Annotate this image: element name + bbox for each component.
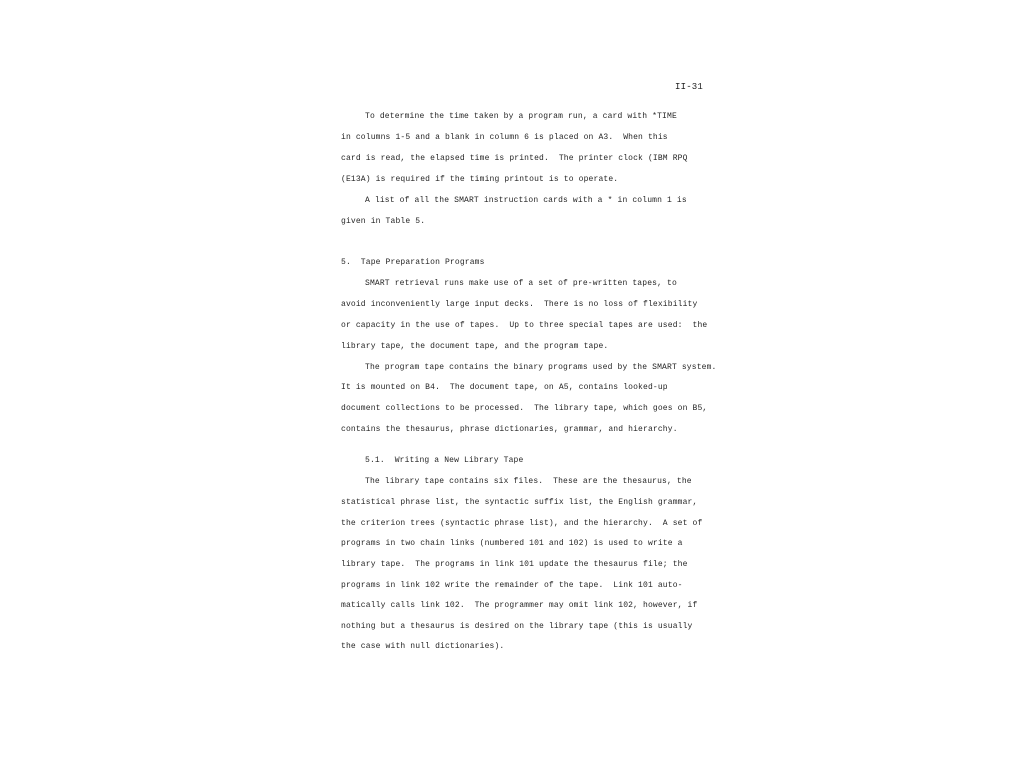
text-line: given in Table 5.	[341, 217, 426, 226]
text-line: statistical phrase list, the syntactic suffix list, the English grammar,	[341, 498, 698, 507]
text-line: A list of all the SMART instruction cards with a * in column 1 is	[365, 196, 687, 205]
text-line: SMART retrieval runs make use of a set of pre-written tapes, to	[365, 279, 677, 288]
page-number: II-31	[675, 82, 704, 92]
text-line: document collections to be processed. The library tape, which goes on B5,	[341, 404, 708, 413]
text-line: the criterion trees (syntactic phrase list), and the hierarchy. A set of	[341, 519, 703, 528]
text-line: library tape. The programs in link 101 update the thesaurus file; the	[341, 560, 688, 569]
text-line: card is read, the elapsed time is printed. The printer clock (IBM RPQ	[341, 154, 688, 163]
text-line: To determine the time taken by a program run, a card with *TIME	[365, 112, 677, 121]
subsection-heading: 5.1. Writing a New Library Tape	[365, 456, 524, 465]
text-line: the case with null dictionaries).	[341, 642, 505, 651]
text-line: The program tape contains the binary programs used by the SMART system.	[365, 363, 717, 372]
text-line: programs in link 102 write the remainder of the tape. Link 101 auto-	[341, 581, 683, 590]
text-line: avoid inconveniently large input decks. There is no loss of flexibility	[341, 300, 698, 309]
text-line: in columns 1-5 and a blank in column 6 is placed on A3. When this	[341, 133, 668, 142]
text-line: library tape, the document tape, and the program tape.	[341, 342, 609, 351]
section-heading: 5. Tape Preparation Programs	[341, 258, 485, 267]
text-line: matically calls link 102. The programmer may omit link 102, however, if	[341, 601, 698, 610]
text-line: It is mounted on B4. The document tape, on A5, contains looked-up	[341, 383, 668, 392]
text-line: or capacity in the use of tapes. Up to three special tapes are used: the	[341, 321, 708, 330]
text-line: programs in two chain links (numbered 101 and 102) is used to write a	[341, 539, 683, 548]
text-line: (E13A) is required if the timing printout is to operate.	[341, 175, 619, 184]
text-line: contains the thesaurus, phrase dictionaries, grammar, and hierarchy.	[341, 425, 678, 434]
text-line: The library tape contains six files. These are the thesaurus, the	[365, 477, 692, 486]
text-line: nothing but a thesaurus is desired on the library tape (this is usually	[341, 622, 693, 631]
